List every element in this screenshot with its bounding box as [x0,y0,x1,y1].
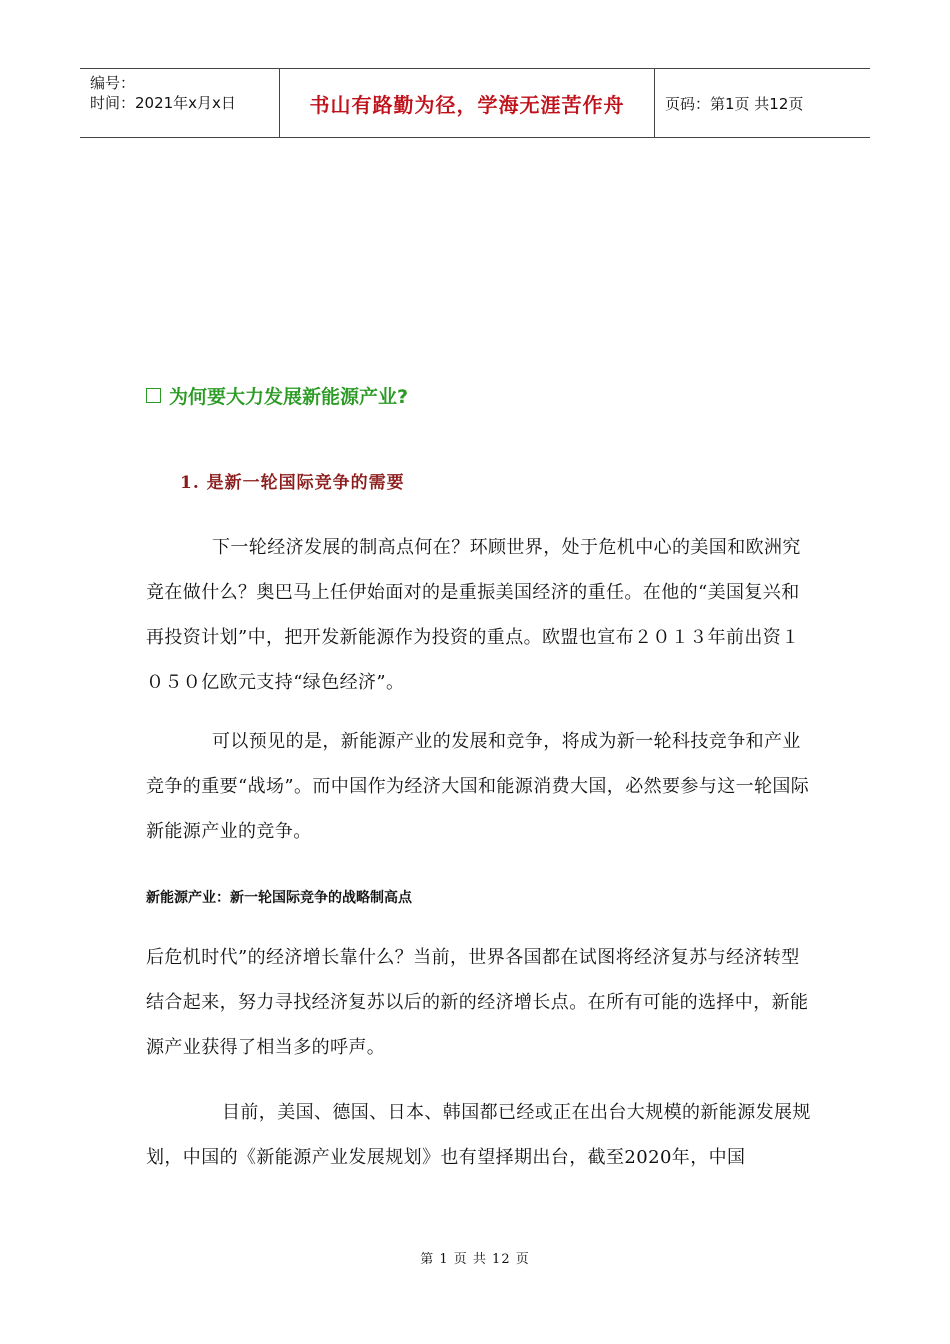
paragraph-2: 可以预见的是，新能源产业的发展和竞争，将成为新一轮科技竞争和产业竞争的重要“战场”。而中国作为经济大国和能源消费大国，必然要参与这一轮国际新能源产业的竞争。 [146,731,810,842]
section-title-text: 为何要大力发展新能源产业? [169,386,409,408]
paragraph-4: 目前，美国、德国、日本、韩国都已经或正在出台大规模的新能源发展规划，中国的《新能源产业发展规划》也有望择期出台，截至2020年，中国 [146,1102,811,1168]
header-page-info: 页码：第1页 共12页 [665,94,804,113]
paragraph-3: 后危机时代”的经济增长靠什么？当前，世界各国都在试图将经济复苏与经济转型结合起来，努力寻找经济复苏以后的新的经济增长点。在所有可能的选择中，新能源产业获得了相当多的呼声。 [146,947,809,1058]
time-label: 时间：2021年x月x日 [90,94,236,112]
number-label: 编号： [90,74,136,92]
document-header [80,68,870,138]
checkbox-icon [146,388,161,403]
header-meta [80,69,280,137]
header-motto: 书山有路勤为径，学海无涯苦作舟 [280,69,655,137]
small-heading: 新能源产业：新一轮国际竞争的战略制高点 [146,890,412,906]
page-footer: 第 1 页 共 12 页 [420,1252,530,1267]
subsection-title: 1. 是新一轮国际竞争的需要 [180,473,405,493]
paragraph-1: 下一轮经济发展的制高点何在？环顾世界，处于危机中心的美国和欧洲究竟在做什么？奥巴马上任伊始面对的是重振美国经济的重任。在他的“美国复兴和再投资计划”中，把开发新能源作为投资的重点。欧盟也宣布２０１３年前出资１０５０亿欧元支持“绿色经济”。 [146,537,801,693]
section-title [146,382,408,409]
